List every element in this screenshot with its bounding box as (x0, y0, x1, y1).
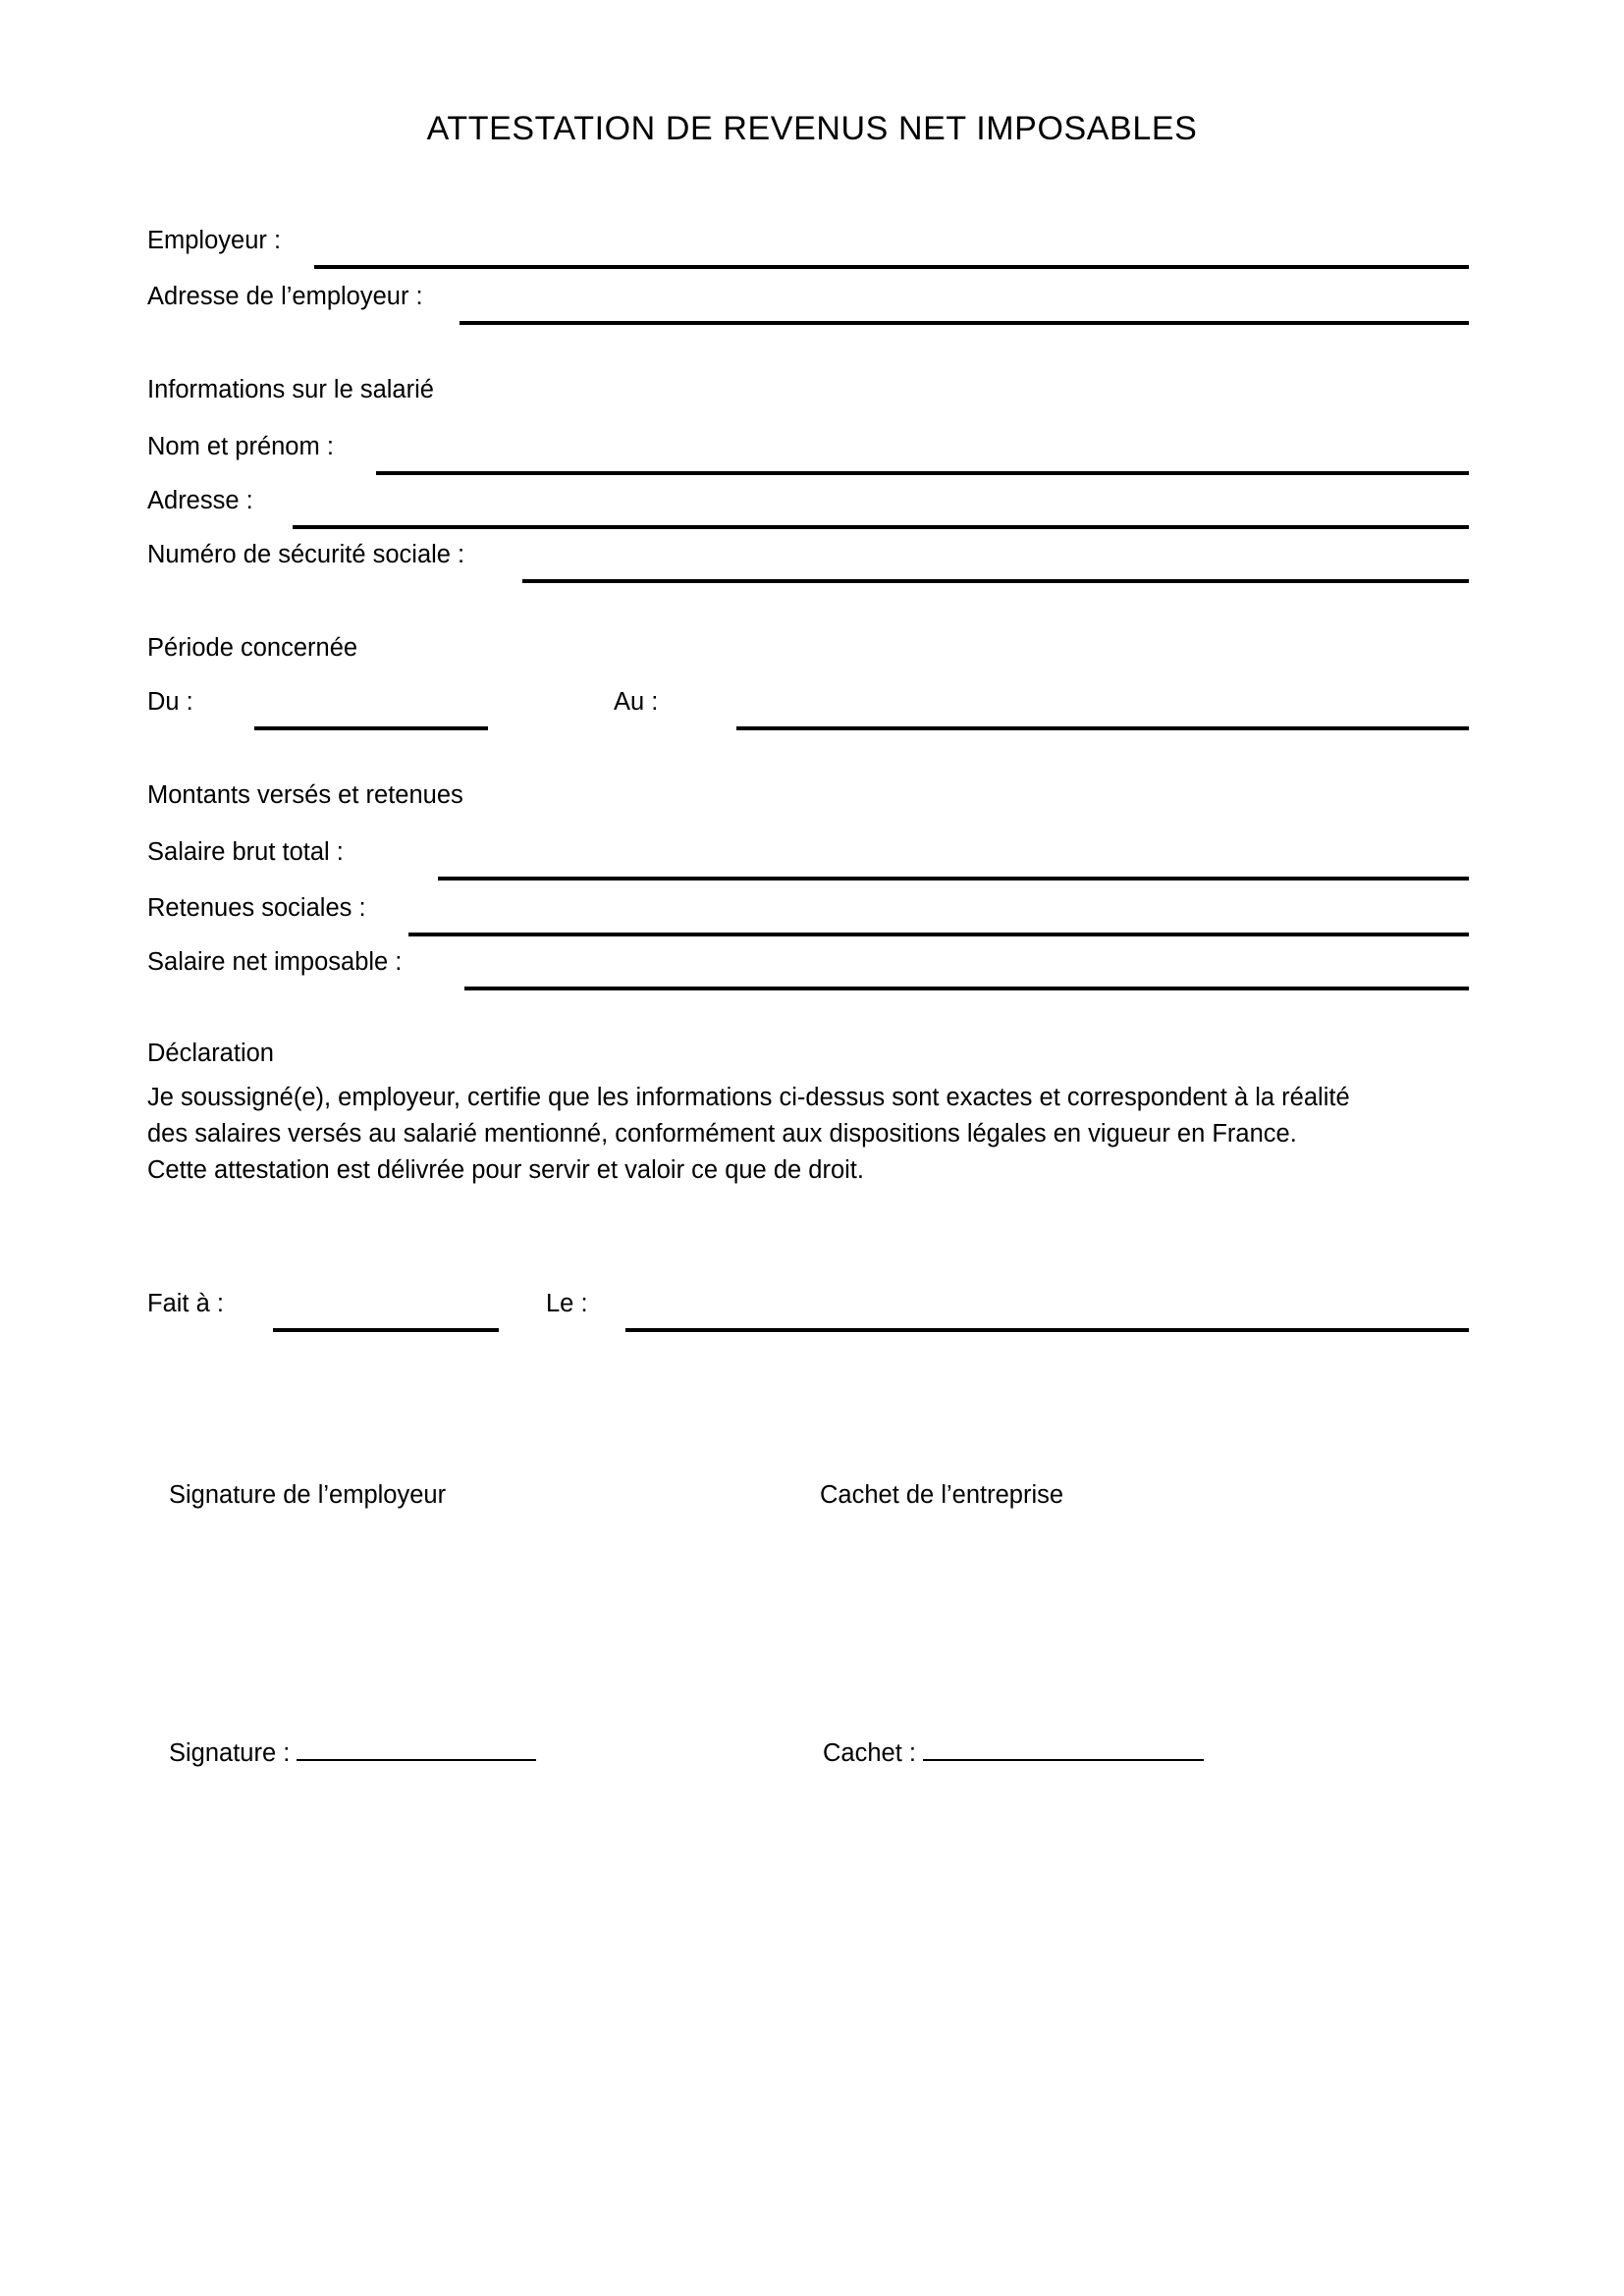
period-to-input-rule[interactable] (736, 726, 1469, 730)
stamp-field-label: Cachet : (823, 1739, 916, 1767)
page-title: ATTESTATION DE REVENUS NET IMPOSABLES (426, 110, 1198, 147)
place-label: Fait à : (147, 1290, 224, 1317)
place-input-rule[interactable] (273, 1328, 499, 1332)
net-taxable-salary-input-rule[interactable] (464, 987, 1469, 990)
company-stamp-caption: Cachet de l’entreprise (820, 1481, 1064, 1509)
employee-section-heading: Informations sur le salarié (147, 376, 434, 403)
declaration-section-heading: Déclaration (147, 1040, 274, 1067)
signature-field-value[interactable] (297, 1739, 536, 1761)
net-taxable-salary-label: Salaire net imposable : (147, 948, 403, 976)
social-deductions-label: Retenues sociales : (147, 894, 366, 922)
gross-salary-label: Salaire brut total : (147, 838, 344, 866)
period-from-input-rule[interactable] (254, 726, 488, 730)
signature-field-label: Signature : (169, 1739, 291, 1767)
stamp-field-value[interactable] (923, 1739, 1204, 1761)
signature-field[interactable] (169, 1739, 536, 1768)
employer-address-label: Adresse de l’employeur : (147, 283, 423, 310)
employee-ssn-input-rule[interactable] (522, 579, 1469, 583)
period-section-heading: Période concernée (147, 634, 358, 662)
period-to-label: Au : (614, 688, 659, 716)
employer-input-rule[interactable] (314, 265, 1469, 269)
period-from-label: Du : (147, 688, 193, 716)
employee-name-label: Nom et prénom : (147, 433, 334, 460)
employee-name-input-rule[interactable] (376, 471, 1469, 475)
employee-address-label: Adresse : (147, 487, 253, 514)
employer-signature-caption: Signature de l’employeur (169, 1481, 447, 1509)
employer-label: Employeur : (147, 227, 282, 254)
social-deductions-input-rule[interactable] (408, 933, 1469, 936)
declaration-line-1: Je soussigné(e), employeur, certifie que les informations ci-dessus sont exactes et correspondent à la réalité (147, 1084, 1350, 1111)
employee-address-input-rule[interactable] (293, 525, 1469, 529)
declaration-paragraph (147, 1080, 1473, 1189)
amounts-section-heading: Montants versés et retenues (147, 781, 463, 809)
declaration-line-3: Cette attestation est délivrée pour servir et valoir ce que de droit. (147, 1156, 864, 1184)
stamp-field[interactable] (823, 1739, 1204, 1768)
gross-salary-input-rule[interactable] (438, 877, 1469, 881)
employee-ssn-label: Numéro de sécurité sociale : (147, 541, 465, 568)
date-input-rule[interactable] (625, 1328, 1469, 1332)
declaration-line-2: des salaires versés au salarié mentionné, conformément aux dispositions légales en vigueur en France. (147, 1120, 1297, 1148)
date-label: Le : (546, 1290, 588, 1317)
employer-address-input-rule[interactable] (460, 321, 1469, 325)
